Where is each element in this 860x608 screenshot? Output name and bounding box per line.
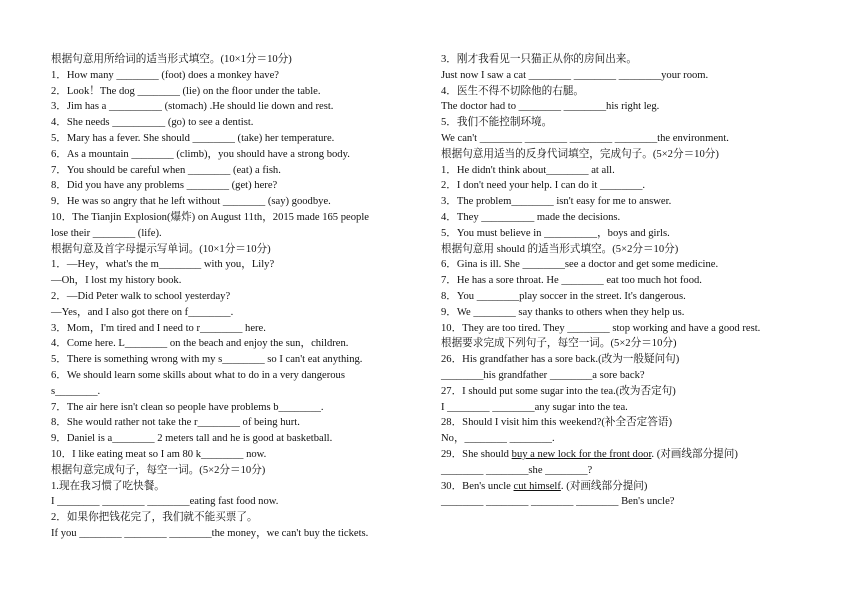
left-line-26: 根据句意完成句子，每空一词。(5×2分＝10分) (51, 464, 266, 476)
left-line-29: 2．如果你把钱花完了，我们就不能买票了。 (51, 512, 258, 524)
right-line-18: 根据要求完成下列句子，每空一词。(5×2分＝10分) (441, 338, 677, 350)
right-line-3: The doctor had to ________ ________his right leg. (441, 101, 660, 113)
right-column (441, 52, 821, 510)
left-line-16: —Yes，and I also got there on f________. (51, 306, 234, 318)
right-line-28: ________ ________ ________ ________ Ben's uncle? (441, 496, 675, 508)
right-line-12: 根据句意用 should 的适当形式填空。(5×2分＝10分) (441, 243, 679, 255)
left-line-9: 9．He was so angry that he left without ________ (say) goodbye. (51, 196, 331, 208)
right-line-9: 3．The problem________ isn't easy for me to answer. (441, 196, 672, 208)
right-line-16: 9．We ________ say thanks to others when they help us. (441, 306, 685, 318)
q29-pre: 29．She should (441, 448, 512, 460)
left-line-22: 7．The air here isn't clean so people have problems b________. (51, 401, 324, 413)
right-line-17: 10．They are too tired. They ________ stop working and have a good rest. (441, 322, 761, 334)
right-line-13: 6．Gina is ill. She ________see a doctor and get some medicine. (441, 259, 719, 271)
right-line-11: 5．You must believe in __________，boys and girls. (441, 227, 670, 239)
right-line-0: 3．刚才我看见一只猫正从你的房间出来。 (441, 54, 637, 65)
right-line-7: 1．He didn't think about________ at all. (441, 164, 615, 176)
q30-line (441, 479, 821, 495)
left-line-7: 7．You should be careful when ________ (eat) a fish. (51, 164, 281, 176)
left-line-11: lose their ________ (life). (51, 227, 162, 239)
left-line-24: 9．Daniel is a________ 2 meters tall and he is good at basketball. (51, 433, 333, 445)
right-line-1: Just now I saw a cat ________ ________ ________your room. (441, 69, 709, 81)
left-line-0: 根据句意用所给词的适当形式填空。(10×1分＝10分) (51, 54, 292, 65)
right-line-8: 2．I don't need your help. I can do it ________. (441, 180, 646, 192)
left-line-21: s________. (51, 385, 101, 397)
right-line-24: No，________ ________. (441, 433, 555, 445)
right-line-4: 5．我们不能控制环境。 (441, 117, 553, 129)
right-line-10: 4．They __________ made the decisions. (441, 211, 621, 223)
right-line-21: 27．I should put some sugar into the tea.(改为否定句) (441, 385, 676, 397)
q30-post: . (对画线部分提问) (560, 480, 648, 492)
left-line-23: 8．She would rather not take the r________ of being hurt. (51, 417, 300, 429)
left-line-13: 1．—Hey，what's the m________ with you，Lily? (51, 259, 275, 271)
left-line-4: 4．She needs __________ (go) to see a dentist. (51, 117, 254, 129)
left-line-8: 8．Did you have any problems ________ (get) here? (51, 180, 278, 192)
right-line-14: 7．He has a sore throat. He ________ eat too much hot food. (441, 275, 702, 287)
right-line-2: 4．医生不得不切除他的右腿。 (441, 85, 585, 97)
left-line-20: 6．We should learn some skills about what to do in a very dangerous (51, 369, 345, 381)
left-line-2: 2．Look！The dog ________ (lie) on the floor under the table. (51, 85, 321, 97)
q29-post: . (对画线部分提问) (651, 448, 738, 460)
right-line-6: 根据句意用适当的反身代词填空，完成句子。(5×2分＝10分) (441, 148, 719, 160)
q29-u: buy a new lock for the front door (511, 448, 652, 460)
left-line-10: 10．The Tianjin Explosion(爆炸) on August 11th，2015 made 165 people (51, 211, 369, 223)
left-line-25: 10．I like eating meat so I am 80 k________ now. (51, 448, 267, 460)
left-line-15: 2．—Did Peter walk to school yesterday? (51, 290, 231, 302)
right-line-26: ________ ________she ________? (441, 464, 593, 476)
right-line-15: 8．You ________play soccer in the street. It's dangerous. (441, 290, 686, 302)
right-line-5: We can't ________ ________ ________ ________the environment. (441, 132, 729, 144)
right-line-19: 26．His grandfather has a sore back.(改为一般疑问句) (441, 354, 680, 366)
left-line-18: 4．Come here. L________ on the beach and enjoy the sun，children. (51, 338, 349, 350)
left-line-27: 1.现在我习惯了吃快餐。 (51, 480, 165, 492)
right-line-23: 28．Should I visit him this weekend?(补全否定答语) (441, 417, 672, 429)
left-line-17: 3．Mom，I'm tired and I need to r________ here. (51, 322, 266, 334)
left-line-14: —Oh，I lost my history book. (51, 275, 182, 287)
left-line-12: 根据句意及首字母提示写单词。(10×1分＝10分) (51, 243, 271, 255)
right-line-20: ________his grandfather ________a sore back? (441, 369, 645, 381)
left-line-30: If you ________ ________ ________the money，we can't buy the tickets. (51, 527, 369, 539)
left-line-19: 5．There is something wrong with my s________ so I can't eat anything. (51, 354, 363, 366)
q29-line (441, 447, 821, 463)
right-line-22: I ________ ________any sugar into the tea. (441, 401, 628, 413)
left-line-1: 1．How many ________ (foot) does a monkey have? (51, 69, 280, 81)
left-line-6: 6．As a mountain ________ (climb)，you should have a strong body. (51, 148, 350, 160)
left-line-5: 5．Mary has a fever. She should ________ (take) her temperature. (51, 132, 335, 144)
q30-pre: 30．Ben's uncle (441, 480, 514, 492)
left-line-3: 3．Jim has a __________ (stomach) .He should lie down and rest. (51, 101, 334, 113)
left-line-28: I ________ ________ ________eating fast food now. (51, 496, 279, 508)
left-column (51, 52, 429, 542)
q30-u: cut himself (513, 480, 561, 492)
